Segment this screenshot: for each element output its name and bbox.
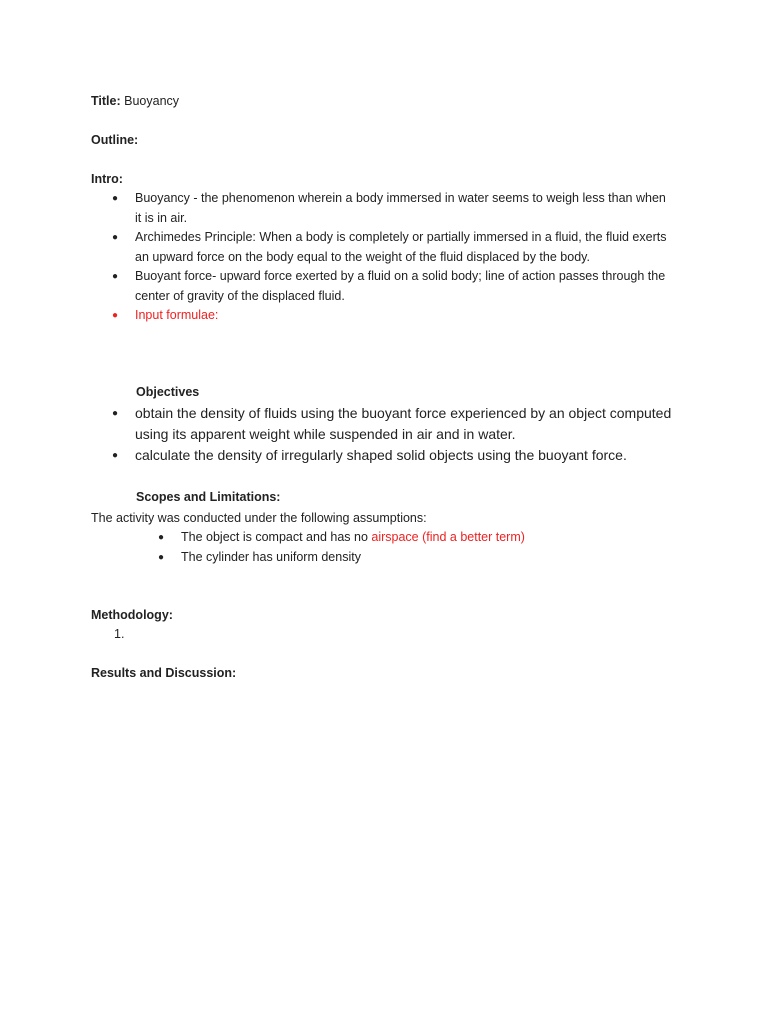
objectives-heading: Objectives — [136, 385, 200, 399]
objectives-list — [112, 403, 675, 466]
title-value: Buoyancy — [124, 94, 180, 108]
outline-heading: Outline: — [91, 133, 139, 147]
scope-text: The cylinder has uniform density — [181, 549, 361, 564]
scopes-list — [158, 528, 525, 567]
scope-text-highlighted: airspace (find a better term) — [371, 530, 525, 544]
title-label: Title: — [91, 94, 121, 108]
methodology-list — [114, 625, 124, 645]
objective-item: ● calculate the density of irregularly shaped solid objects using the buoyant force. — [112, 445, 675, 466]
intro-bullet-item-highlighted: ● Input formulae: — [112, 306, 675, 326]
intro-bullet-item: ● Archimedes Principle: When a body is completely or partially immersed in a fluid, the fluid exerts an upward force on the body equal to the weight of the fluid displaced by the body. — [112, 228, 675, 267]
scopes-heading: Scopes and Limitations: — [136, 490, 281, 504]
scope-text: The object is compact and has no — [181, 530, 372, 544]
scope-item — [158, 548, 525, 568]
intro-heading: Intro: — [91, 172, 123, 186]
objective-item: ● obtain the density of fluids using the buoyant force experienced by an object computed using its apparent weight while suspended in air and in water. — [112, 403, 675, 445]
intro-bullet-item: ● Buoyant force- upward force exerted by a fluid on a solid body; line of action passes through the center of gravity of the displaced fluid. — [112, 267, 675, 306]
scope-item — [158, 528, 525, 548]
methodology-heading: Methodology: — [91, 608, 173, 622]
results-heading: Results and Discussion: — [91, 666, 237, 680]
intro-bullet-list — [112, 189, 675, 326]
intro-bullet-item: ● Buoyancy - the phenomenon wherein a body immersed in water seems to weigh less than when it is in air. — [112, 189, 675, 228]
methodology-item: 1. — [114, 627, 125, 641]
title-line — [91, 92, 179, 112]
scopes-intro: The activity was conducted under the following assumptions: — [91, 511, 427, 525]
